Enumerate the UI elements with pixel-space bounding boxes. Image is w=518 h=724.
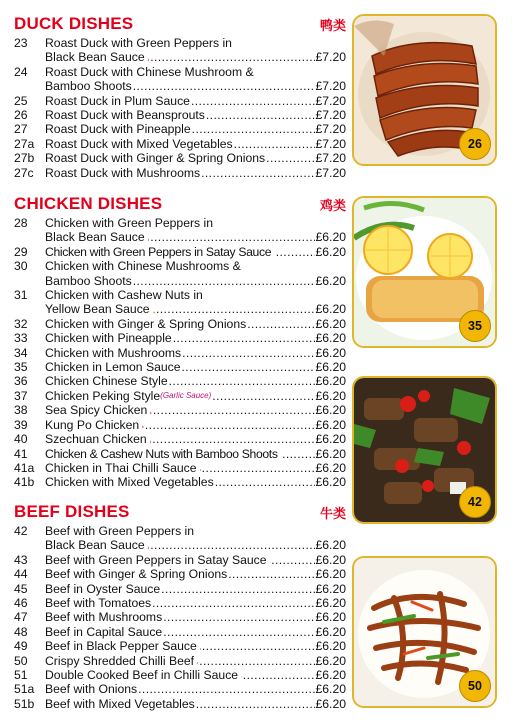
item-number: 38 [14,403,28,418]
item-name: Chicken & Cashew Nuts with Bamboo Shoots [45,446,278,461]
item-name: Beef with Green Peppers in Satay Sauce [45,552,267,567]
item-name: Roast Duck with Mushrooms [45,165,201,180]
dot-leader [282,447,314,461]
menu-item-continuation [14,302,346,316]
menu-item [14,610,346,624]
duck-chinese-title: 鸭类 [319,19,346,34]
item-price: £7.20 [315,165,346,180]
dot-leader [206,108,315,122]
item-price: £7.20 [315,151,346,166]
item-price: £6.20 [315,403,346,418]
dish-number-badge: 26 [459,128,491,160]
beef-list [14,524,346,711]
item-name: Beef with Mixed Vegetables [45,696,195,711]
chili-icon [200,644,201,654]
dish-number-badge: 50 [459,670,491,702]
item-price: £6.20 [315,374,346,389]
item-number: 46 [14,596,28,611]
item-number: 26 [14,108,28,123]
item-name: Chicken with Mixed Vegetables [45,475,214,490]
menu-item [14,65,346,79]
item-note: (Garlic Sauce) [160,390,212,400]
item-name: Chicken with Pineapple [45,331,172,346]
dot-leader [173,331,315,345]
chili-icon [197,658,198,668]
item-price: £6.20 [315,432,346,447]
item-name: Beef with Tomatoes [45,596,152,611]
menu-item [14,524,346,538]
beef-header [14,502,346,524]
item-name: Sea Spicy Chicken [45,403,148,418]
roast-duck-photo [352,14,497,166]
item-number: 27b [14,151,35,166]
item-price: £6.20 [315,475,346,490]
dot-leader [196,697,315,711]
item-name: Beef in Capital Sauce [45,624,163,639]
menu-item [14,682,346,696]
item-number: 41a [14,460,35,475]
item-name: Chicken with Green Peppers in [45,216,214,230]
item-name: Double Cooked Beef in Chilli Sauce [45,668,239,683]
dot-leader [215,475,315,489]
beef-title: BEEF DISHES [14,502,130,521]
beef-section [14,502,346,711]
menu-item [14,639,346,653]
item-name: Roast Duck with Mixed Vegetables [45,136,233,151]
item-number: 45 [14,581,28,596]
item-price: £6.20 [315,273,346,288]
item-price: £6.20 [315,388,346,403]
item-name: Beef in Black Pepper Sauce [45,639,197,654]
menu-item [14,475,346,489]
menu-item [14,582,346,596]
item-price: £6.20 [315,331,346,346]
dot-leader [156,302,315,316]
dot-leader [163,625,314,639]
item-name: Beef with Mushrooms [45,610,163,625]
chicken-list [14,216,346,490]
item-name: Roast Duck with Chinese Mushroom & [45,64,254,79]
item-price: £7.20 [315,108,346,123]
menu-item [14,137,346,151]
menu-item [14,360,346,374]
dot-leader [199,654,314,668]
dot-leader [192,122,315,136]
dot-leader [191,94,315,108]
item-number: 36 [14,374,28,389]
item-number: 51a [14,682,35,697]
beef-chinese-title: 牛类 [319,507,346,522]
item-number: 34 [14,345,28,360]
dot-leader [201,166,314,180]
duck-header [14,14,346,36]
item-number: 47 [14,610,28,625]
dot-leader [138,682,314,696]
chicken-header [14,194,346,216]
item-number: 51b [14,696,35,711]
chili-icon [148,235,150,245]
item-name: Black Bean Sauce [45,538,145,553]
dot-leader [271,553,314,567]
chicken-chinese-title: 鸡类 [319,199,346,214]
menu-item [14,288,346,302]
item-name: Chicken with Ginger & Spring Onions [45,316,247,331]
dish-number-badge: 42 [459,486,491,518]
item-name: Black Bean Sauce [45,50,145,65]
peanut-icon [270,558,271,567]
item-price: £6.20 [315,230,346,245]
item-number: 42 [14,524,28,538]
menu-item [14,259,346,273]
dot-leader [202,461,315,475]
dot-leader [243,668,315,682]
menu-item-continuation [14,230,346,244]
item-price: £6.20 [315,696,346,711]
item-price: £6.20 [315,552,346,567]
dot-leader [133,79,315,93]
item-price: £6.20 [315,567,346,582]
menu-item [14,216,346,230]
dot-leader [161,582,314,596]
item-number: 40 [14,432,28,447]
item-price: £6.20 [315,653,346,668]
item-price: £6.20 [315,345,346,360]
menu-item [14,36,346,50]
item-price: £6.20 [315,610,346,625]
dot-leader [150,538,314,552]
item-number: 48 [14,624,28,639]
menu-item [14,346,346,360]
item-name: Kung Po Chicken [45,417,140,432]
item-name: Chicken with Cashew Nuts in [45,288,203,303]
item-price: £6.20 [315,244,346,259]
menu-item [14,625,346,639]
menu-item-continuation [14,538,346,552]
item-name: Crispy Shredded Chilli Beef [45,653,195,668]
item-price: £7.20 [315,122,346,137]
item-name: Beef with Onions [45,682,138,697]
item-price: £6.20 [315,668,346,683]
item-number: 27c [14,165,34,180]
item-number: 50 [14,653,28,668]
dot-leader [202,639,315,653]
dot-leader [150,50,314,64]
menu-item [14,374,346,388]
item-name: Chicken in Lemon Sauce [45,360,181,375]
item-number: 29 [14,244,28,259]
item-name: Roast Duck with Pineapple [45,122,191,137]
menu-item [14,166,346,180]
item-name: Bamboo Shoots [45,273,132,288]
item-name: Roast Duck with Beansprouts [45,108,205,123]
menu-item-continuation [14,50,346,64]
item-name: Chicken with Mushrooms [45,345,182,360]
item-name: Roast Duck with Ginger & Spring Onions [45,151,266,166]
item-number: 31 [14,288,28,303]
item-name: Roast Duck in Plum Sauce [45,93,190,108]
item-number: 30 [14,259,28,274]
item-price: £7.20 [315,93,346,108]
item-name: Beef with Green Peppers in [45,524,195,538]
dot-leader [182,360,315,374]
duck-title: DUCK DISHES [14,14,134,33]
dot-leader [212,389,314,403]
item-number: 43 [14,552,28,567]
dot-leader [152,596,314,610]
chili-icon [142,422,144,432]
item-number: 49 [14,639,28,654]
menu-item [14,654,346,668]
item-name: Chicken with Chinese Mushrooms & [45,259,241,274]
menu-item [14,403,346,417]
item-price: £6.20 [315,538,346,553]
item-price: £6.20 [315,639,346,654]
dot-leader [247,317,314,331]
dot-leader [182,346,314,360]
item-number: 23 [14,36,28,50]
dot-leader [152,432,314,446]
item-name: Beef in Oyster Sauce [45,581,161,596]
item-name: Szechuan Chicken [45,432,147,447]
menu-item [14,461,346,475]
item-name: Chicken Chinese Style [45,374,168,389]
lemon-chicken-photo [352,196,497,348]
peanut-icon [274,250,275,259]
menu-item [14,697,346,711]
item-number: 41b [14,475,35,490]
item-name: Black Bean Sauce [45,230,145,245]
black-bean-beef-photo [352,376,497,524]
duck-list [14,36,346,180]
item-number: 25 [14,93,28,108]
menu-item [14,447,346,461]
item-number: 27 [14,122,28,137]
menu-item [14,567,346,581]
menu-item [14,151,346,165]
item-number: 32 [14,316,28,331]
menu-item [14,418,346,432]
crispy-chilli-beef-photo [352,556,497,708]
chili-icon [148,543,150,553]
menu-item [14,108,346,122]
peanut-icon [153,308,155,317]
item-number: 44 [14,567,28,582]
menu-item [14,122,346,136]
item-number: 28 [14,216,28,230]
item-number: 41 [14,446,28,461]
chicken-title: CHICKEN DISHES [14,194,163,213]
item-name: Yellow Bean Sauce [45,302,150,317]
item-number: 24 [14,64,28,79]
chili-icon [150,408,152,418]
item-name: Beef with Ginger & Spring Onions [45,567,228,582]
duck-section [14,14,346,180]
item-name: Chicken Peking Style [45,388,161,403]
item-number: 37 [14,388,28,403]
dot-leader [163,610,314,624]
chili-icon [148,55,150,65]
dot-leader [266,151,314,165]
dot-leader [150,230,314,244]
item-name: Chicken in Thai Chilli Sauce [45,460,197,475]
dish-number-badge: 35 [459,310,491,342]
item-price: £6.20 [315,624,346,639]
dot-leader [133,274,315,288]
item-number: 39 [14,417,28,432]
item-price: £6.20 [315,581,346,596]
item-price: £6.20 [315,460,346,475]
item-name: Bamboo Shoots [45,79,132,94]
chili-icon [150,437,152,447]
menu-item [14,432,346,446]
chili-icon [241,672,242,682]
chicken-section [14,194,346,490]
item-price: £6.20 [315,302,346,317]
menu-item [14,245,346,259]
item-name: Chicken with Green Peppers in Satay Sauce [45,244,272,259]
item-price: £6.20 [315,360,346,375]
menu-item [14,389,346,403]
menu-item [14,94,346,108]
item-price: £6.20 [315,682,346,697]
dot-leader [234,137,315,151]
dot-leader [276,245,315,259]
menu-item [14,331,346,345]
item-number: 27a [14,136,35,151]
item-price: £7.20 [315,50,346,65]
item-price: £7.20 [315,136,346,151]
chili-icon [200,465,201,475]
dot-leader [169,374,315,388]
item-price: £6.20 [315,316,346,331]
item-number: 33 [14,331,28,346]
menu-item-continuation [14,274,346,288]
menu-item [14,317,346,331]
menu-item [14,553,346,567]
item-number: 51 [14,668,28,683]
menu-item [14,668,346,682]
item-price: £7.20 [315,79,346,94]
menu-item [14,596,346,610]
dot-leader [228,567,314,581]
menu-item-continuation [14,79,346,93]
item-name: Roast Duck with Green Peppers in [45,36,232,50]
item-number: 35 [14,360,28,375]
item-price: £6.20 [315,446,346,461]
dot-leader [153,403,315,417]
dot-leader [145,418,315,432]
item-price: £6.20 [315,596,346,611]
item-price: £6.20 [315,417,346,432]
